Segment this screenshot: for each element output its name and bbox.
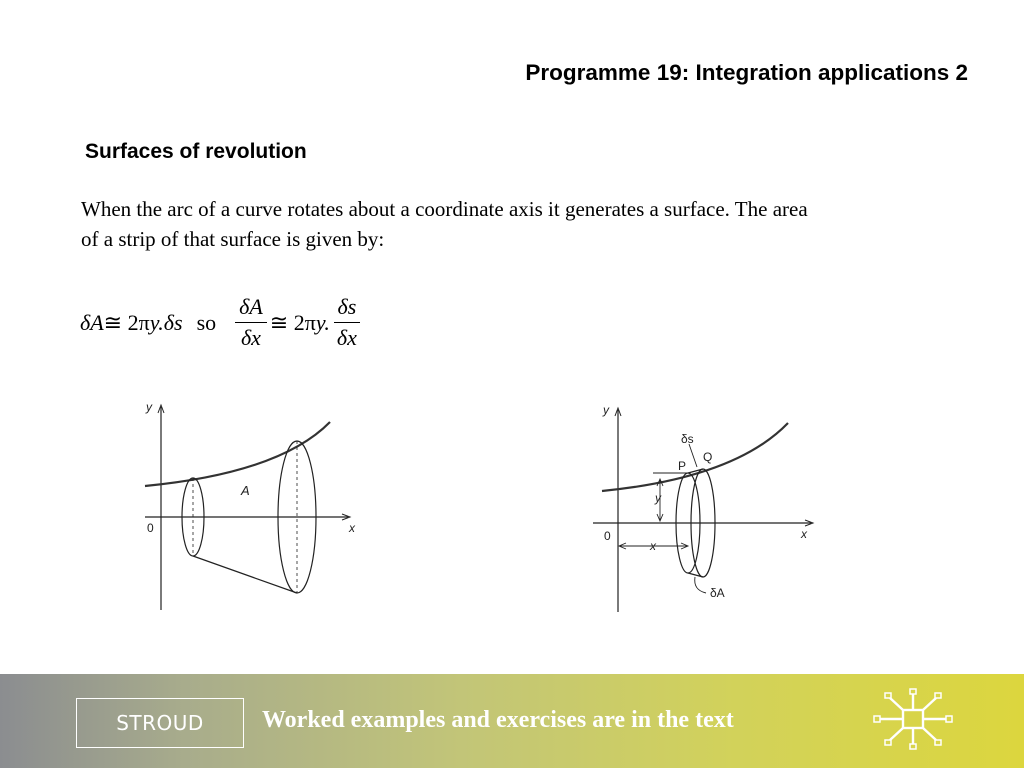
delta-s-label: δs <box>681 432 694 446</box>
x-dimension-label: x <box>650 539 656 553</box>
footer-message: Worked examples and exercises are in the text <box>262 707 734 733</box>
fraction-ds-dx <box>333 294 361 351</box>
y-axis-label: y <box>603 403 609 417</box>
delta-a-label: δA <box>710 586 725 600</box>
x-axis-label: x <box>801 527 807 541</box>
ds-leader <box>689 444 697 467</box>
formula-connector: so <box>196 309 217 335</box>
dA-leader <box>695 577 706 593</box>
x-axis-label: x <box>349 521 355 535</box>
point-q-label: Q <box>703 450 713 464</box>
y-axis-label: y <box>146 400 152 414</box>
fraction-numerator: δs <box>334 294 361 323</box>
formula-lhs: δA <box>80 309 104 335</box>
formula-rhs: y.δs <box>149 309 183 335</box>
network-chip-icon <box>872 688 954 750</box>
surface-strip-diagram <box>585 400 825 615</box>
formula-mid-var: y. <box>315 309 330 335</box>
curve <box>145 422 330 486</box>
intro-paragraph: When the arc of a curve rotates about a coordinate axis it generates a surface. The area of a strip of that surface is given by: <box>81 197 808 251</box>
formula-mid-op: ≅ 2π <box>269 309 316 335</box>
footer-bar <box>0 674 1024 768</box>
section-title: Surfaces of revolution <box>85 140 307 163</box>
area-label: A <box>241 483 250 498</box>
y-dimension-label: y <box>655 491 661 505</box>
fraction-dA-dx <box>235 294 267 351</box>
programme-title: Programme 19: Integration applications 2 <box>525 60 968 85</box>
point-p-label: P <box>678 459 687 473</box>
formula-op: ≅ 2π <box>103 309 150 335</box>
origin-label: 0 <box>604 529 611 543</box>
fraction-denominator: δx <box>336 325 357 350</box>
origin-label: 0 <box>147 521 154 535</box>
surface-area-formula <box>80 294 364 351</box>
fraction-numerator: δA <box>235 294 267 323</box>
fraction-denominator: δx <box>240 325 261 350</box>
stroud-brand-box <box>76 698 244 748</box>
stroud-brand-label: STROUD <box>116 711 204 735</box>
surface-of-revolution-diagram <box>130 395 380 615</box>
strip-bottom-edge <box>688 573 703 577</box>
